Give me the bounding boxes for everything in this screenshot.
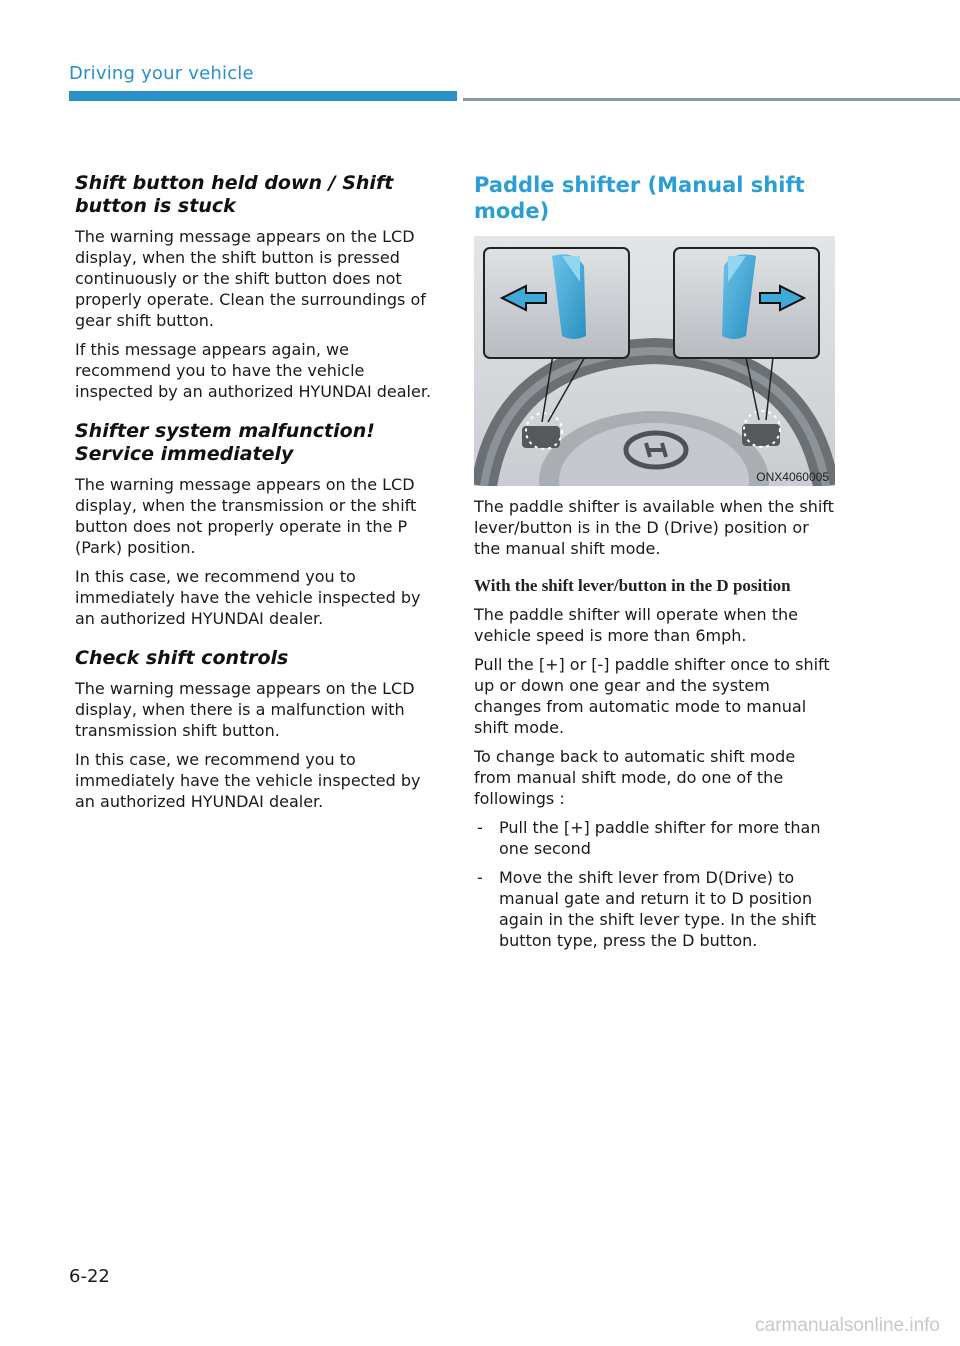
right-column: [474, 172, 834, 959]
list-item: [474, 867, 834, 951]
paragraph: The warning message appears on the LCD display, when the transmission or the shift button does not properly operate in the P (Park) position.: [75, 475, 417, 557]
figure-code: ONX4060005: [756, 470, 829, 484]
list-item-text: Move the shift lever from D(Drive) to manual gate and return it to D position again in the shift lever type. In the shift button type, press the D button.: [499, 868, 817, 950]
header-rule-accent: [69, 91, 457, 101]
list-item-text: Pull the [+] paddle shifter for more than one second: [499, 818, 821, 858]
paragraph: To change back to automatic shift mode from manual shift mode, do one of the followings :: [474, 747, 796, 808]
heading-shift-button-stuck: Shift button held down / Shift button is stuck: [75, 172, 394, 217]
page-number: 6-22: [69, 1266, 110, 1287]
paragraph: In this case, we recommend you to immediately have the vehicle inspected by an authorized HYUNDAI dealer.: [75, 567, 421, 628]
paragraph: The warning message appears on the LCD display, when the shift button is pressed continuously or the shift button does not properly operate. Clean the surroundings of gear shift button.: [75, 227, 426, 330]
heading-shifter-malfunction: Shifter system malfunction! Service immediately: [75, 420, 375, 465]
paragraph: The paddle shifter will operate when the vehicle speed is more than 6mph.: [474, 605, 798, 645]
bullet-marker: -: [477, 868, 483, 887]
steering-wheel-illustration: [474, 236, 835, 486]
heading-paddle-shifter: Paddle shifter (Manual shift mode): [474, 173, 805, 223]
bullet-list: [474, 817, 834, 951]
left-column: [75, 172, 435, 820]
watermark: carmanualsonline.info: [755, 1315, 940, 1336]
header-rule-gray: [463, 98, 960, 101]
paragraph: The paddle shifter is available when the shift lever/button is in the D (Drive) position or the manual shift mode.: [474, 497, 834, 558]
subheading-d-position: With the shift lever/button in the D position: [474, 576, 791, 595]
paragraph: In this case, we recommend you to immediately have the vehicle inspected by an authorized HYUNDAI dealer.: [75, 750, 421, 811]
bullet-marker: -: [477, 818, 483, 837]
section-title: Driving your vehicle: [69, 63, 254, 84]
paragraph: The warning message appears on the LCD display, when there is a malfunction with transmission shift button.: [75, 679, 415, 740]
paddle-shifter-illustration: [474, 236, 835, 486]
paragraph: Pull the [+] or [-] paddle shifter once to shift up or down one gear and the system changes from automatic mode to manual shift mode.: [474, 655, 830, 737]
list-item: [474, 817, 834, 859]
paragraph: If this message appears again, we recommend you to have the vehicle inspected by an authorized HYUNDAI dealer.: [75, 340, 432, 401]
heading-check-shift-controls: Check shift controls: [75, 647, 289, 669]
